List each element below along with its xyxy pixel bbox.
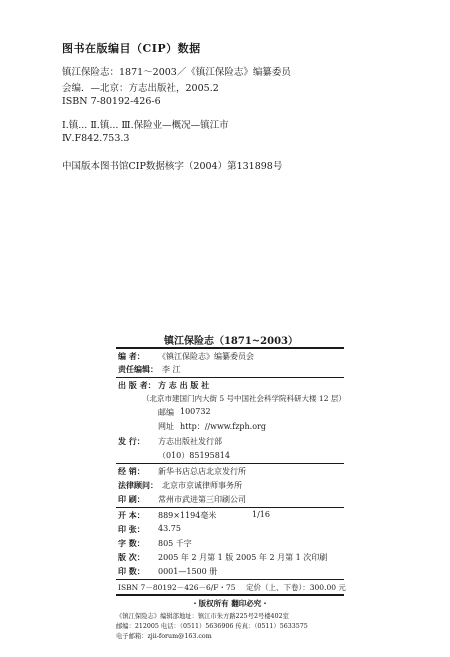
website-value: http：//www.fzph.org [180,422,266,431]
rule-1 [116,377,344,378]
rights-notice: ・版权所有 翻印必究・ [191,599,269,608]
publisher-address: （北京市建国门内大街 5 号中国社会科学院科研大楼 12 层） [142,394,346,403]
legal-label: 法律顾问： [118,480,158,490]
printer-label: 印 刷： [118,494,145,504]
cip-data-number: 中国版本图书馆CIP数据核字（2004）第131898号 [62,161,283,172]
issuer-label: 发 行： [118,436,145,446]
price: 定价（上、下卷）：300.00 元 [246,583,346,592]
editorial-address: 《镇江保险志》编辑部地址：镇江市朱方路225号2号楼402室 [116,613,289,620]
printer-value: 常州市武进第三印刷公司 [158,495,246,504]
words-value: 805 千字 [158,539,192,548]
format-label: 开 本： [118,510,145,520]
issuer-value: 方志出版社发行部 [158,437,222,446]
printing-value: 2005 年 2 月第 1 次印刷 [236,553,328,562]
cip-line-5: Ⅳ.F842.753.3 [62,133,130,144]
format-value: 889×1194毫米 [158,511,217,520]
compiler-value: 《镇江保险志》编纂委员会 [158,352,254,361]
bottom-rule [116,594,344,596]
postcode-value: 100732 [180,407,211,416]
publisher-value: 方 志 出 版 社 [158,380,210,390]
print-run-value: 0001—1500 册 [158,567,218,576]
editorial-contact: 邮编：212005 电话：（0511）5636906 传真：（0511）5633575 [116,623,308,630]
isbn-line: ISBN 7－80192－426－6/F・75 [118,583,236,592]
editor-label: 责任编辑： [118,364,158,374]
cip-line-1: 镇江保险志：1871～2003／《镇江保险志》编纂委员 [62,67,291,78]
distributor-label: 经 销： [118,466,145,476]
publisher-label: 出 版 者： [118,380,156,390]
postcode-label: 邮编 [158,408,174,417]
sheets-label: 印 张： [118,524,145,534]
editorial-email: 电子邮箱：zjii-forum@163.com [116,633,212,640]
legal-value: 北京市京诚律师事务所 [162,481,242,490]
rule-3 [116,507,344,508]
top-rule [116,347,344,349]
rule-2 [116,463,344,464]
rule-4 [116,579,344,580]
distributor-value: 新华书店总店北京发行所 [158,467,246,476]
cip-title: 图书在版编目（CIP）数据 [62,42,201,55]
print-run-label: 印 数： [118,566,145,576]
edition-value: 2005 年 2 月第 1 版 [158,553,234,562]
compiler-label: 编 者： [118,351,145,361]
edition-label: 版 次： [118,552,145,562]
book-title: 镇江保险志（1871~2003） [163,336,299,347]
format-extra: 1/16 [252,510,270,519]
sheets-value: 43.75 [158,524,181,533]
website-label: 网址 [158,422,174,431]
issuer-phone: （010）85195814 [158,451,230,460]
editor-value: 李 江 [162,365,181,374]
words-label: 字 数： [118,538,145,548]
cip-line-4: Ⅰ.镇... Ⅱ.镇... Ⅲ.保险业—概况—镇江市 [62,120,229,131]
cip-line-3: ISBN 7-80192-426-6 [62,96,161,107]
cip-line-2: 会编．—北京：方志出版社，2005.2 [62,83,219,94]
